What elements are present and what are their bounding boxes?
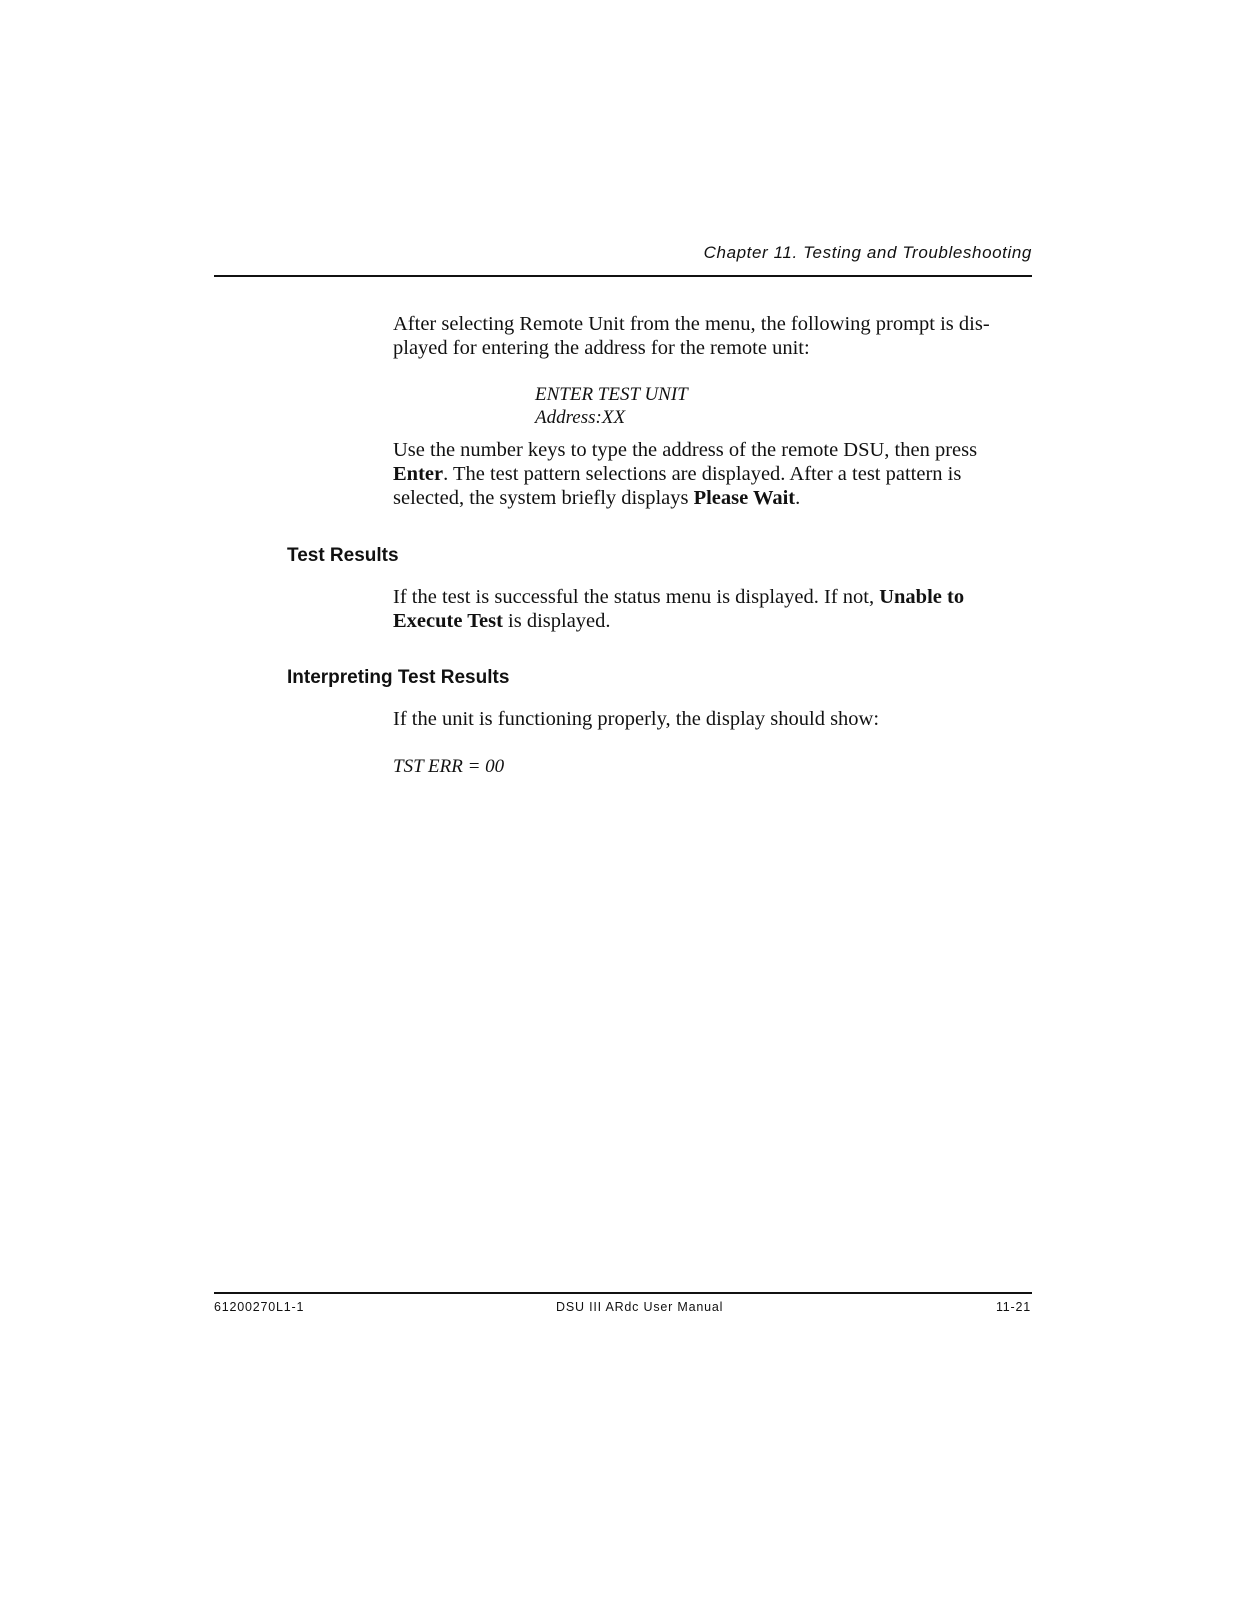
instructions-text-2: . The test pattern selections are displayed. After a test pattern is selected, the system briefly displays xyxy=(393,463,962,509)
interpreting-paragraph: If the unit is functioning properly, the display should show: xyxy=(393,708,880,730)
please-wait-label: Please Wait xyxy=(693,487,796,509)
intro-line-2: played for entering the address for the remote unit: xyxy=(393,337,810,359)
footer-page-number: 11-21 xyxy=(995,1300,1031,1314)
test-results-paragraph xyxy=(393,585,1013,633)
running-head: Chapter 11. Testing and Troubleshooting xyxy=(703,243,1032,262)
header-rule xyxy=(214,275,1032,277)
instructions-text-1: Use the number keys to type the address of the remote DSU, then press xyxy=(393,439,978,461)
tst-err-display: TST ERR = 00 xyxy=(393,756,505,777)
prompt-display-line-2: Address:XX xyxy=(535,407,626,428)
instructions-text-3: . xyxy=(795,487,801,509)
prompt-display xyxy=(535,383,688,429)
test-results-text-1: If the test is successful the status menu is displayed. If not, xyxy=(393,586,880,608)
footer-rule xyxy=(214,1292,1032,1294)
instructions-paragraph xyxy=(393,438,1018,510)
footer-manual-title: DSU III ARdc User Manual xyxy=(556,1300,724,1314)
test-results-heading: Test Results xyxy=(287,545,399,566)
intro-line-1: After selecting Remote Unit from the menu, the following prompt is dis- xyxy=(393,313,990,335)
enter-key-label: Enter xyxy=(393,463,444,485)
footer-part-number: 61200270L1-1 xyxy=(214,1300,305,1314)
intro-paragraph xyxy=(393,312,1033,360)
interpreting-heading: Interpreting Test Results xyxy=(287,667,510,688)
unable-to-execute-label: Unable to Execute Test xyxy=(393,586,965,632)
prompt-display-line-1: ENTER TEST UNIT xyxy=(535,384,688,405)
test-results-text-2: is displayed. xyxy=(502,610,611,632)
